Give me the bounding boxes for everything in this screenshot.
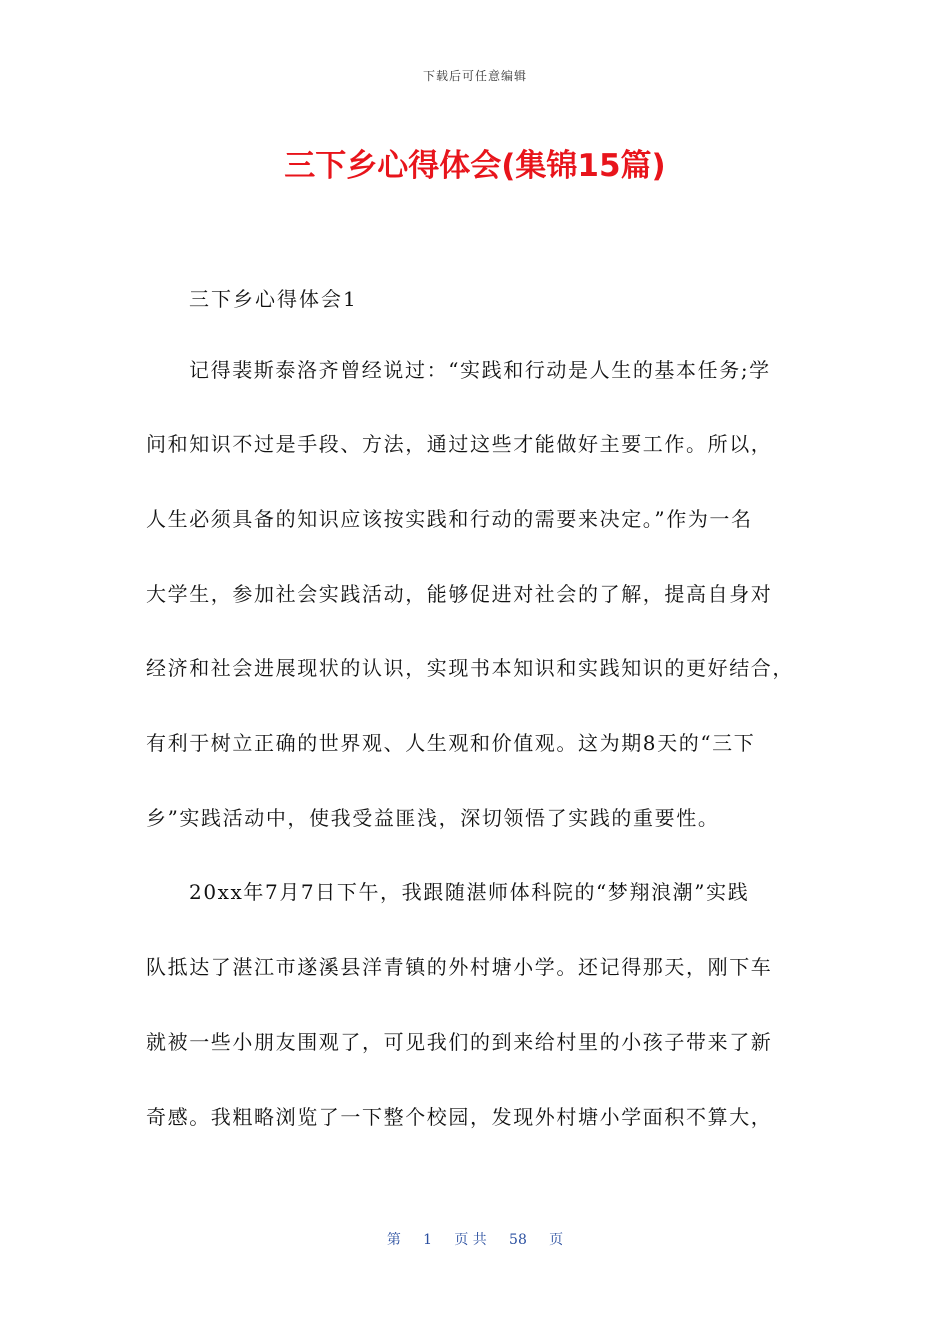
paragraph-line: 大学生，参加社会实践活动，能够促进对社会的了解，提高自身对 (146, 582, 773, 606)
paragraph-line: 20xx年7月7日下午，我跟随湛师体科院的“梦翔浪潮”实践 (189, 880, 750, 904)
paragraph-line: 队抵达了湛江市遂溪县洋青镇的外村塘小学。还记得那天，刚下车 (146, 955, 773, 979)
paragraph-line: 人生必须具备的知识应该按实践和行动的需要来决定。”作为一名 (146, 507, 753, 531)
section-heading: 三下乡心得体会1 (189, 287, 358, 311)
footer-suffix: 页 (549, 1232, 564, 1248)
paragraph-line: 经济和社会进展现状的认识，实现书本知识和实践知识的更好结合， (146, 656, 794, 680)
paragraph-line: 问和知识不过是手段、方法，通过这些才能做好主要工作。所以， (146, 432, 773, 456)
page-footer (0, 1229, 950, 1249)
current-page-number: 1 (423, 1232, 433, 1248)
footer-middle: 页 共 (454, 1232, 487, 1248)
paragraph-line: 有利于树立正确的世界观、人生观和价值观。这为期8天的“三下 (146, 731, 756, 755)
document-title: 三下乡心得体会(集锦15篇) (284, 148, 666, 184)
total-page-count: 58 (509, 1232, 527, 1248)
paragraph-line: 乡”实践活动中，使我受益匪浅，深切领悟了实践的重要性。 (146, 806, 720, 830)
header-note: 下载后可任意编辑 (422, 69, 527, 83)
footer-prefix: 第 (386, 1232, 401, 1248)
paragraph-line: 记得裴斯泰洛齐曾经说过：“实践和行动是人生的基本任务;学 (189, 358, 771, 382)
paragraph-line: 就被一些小朋友围观了，可见我们的到来给村里的小孩子带来了新 (146, 1030, 773, 1054)
paragraph-line: 奇感。我粗略浏览了一下整个校园，发现外村塘小学面积不算大， (146, 1105, 773, 1129)
